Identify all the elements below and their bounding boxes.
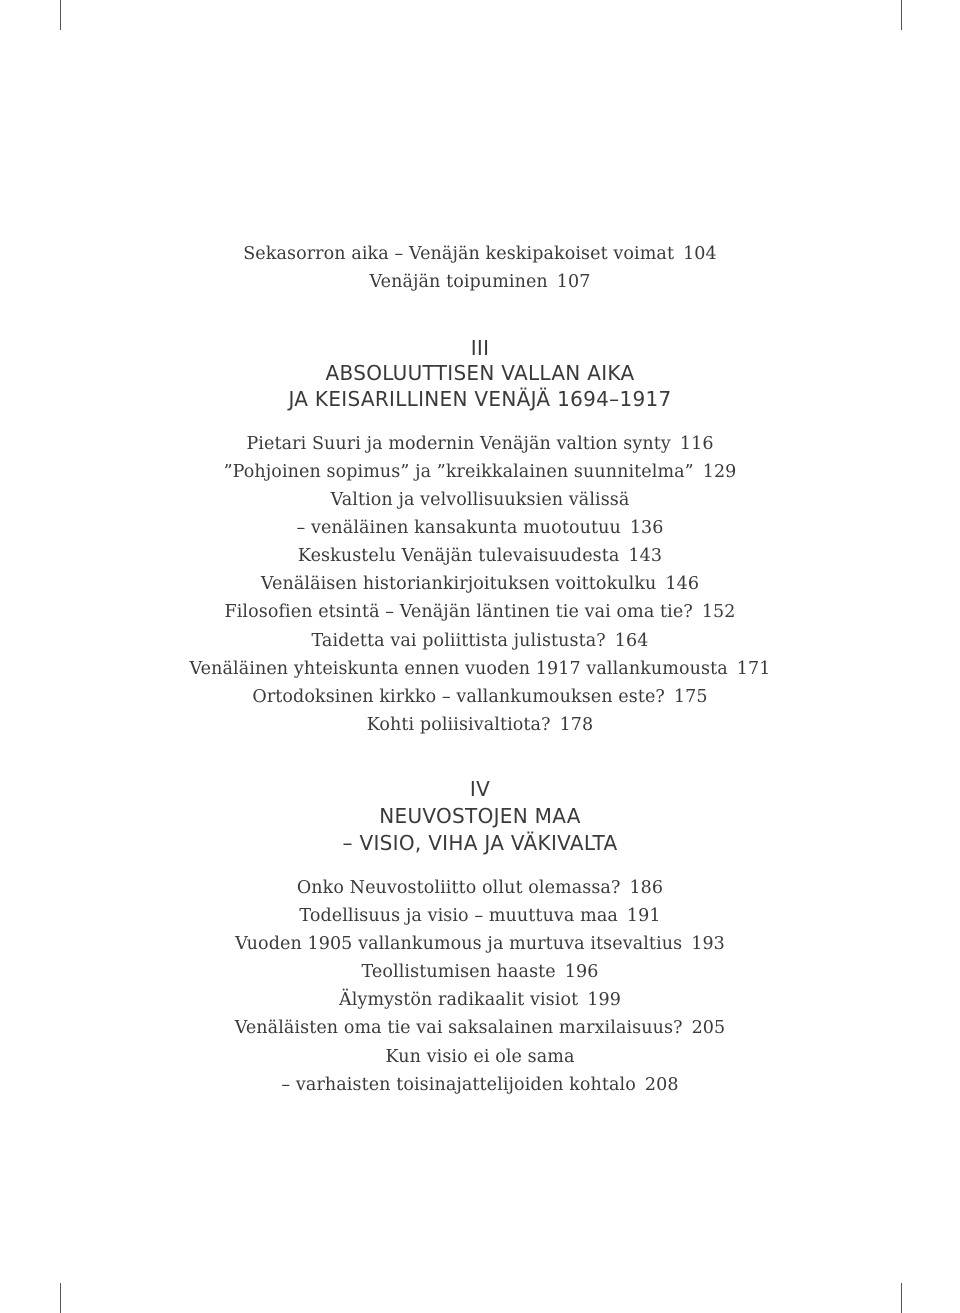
entry-title: Venäläinen yhteiskunta ennen vuoden 1917 vallankumousta bbox=[189, 659, 728, 679]
toc-entry bbox=[0, 658, 960, 680]
toc-entry bbox=[0, 686, 960, 708]
toc-entry bbox=[0, 573, 960, 595]
entry-page: 129 bbox=[702, 462, 737, 482]
entry-title: ”Pohjoinen sopimus” ja ”kreikkalainen suunnitelma” bbox=[223, 462, 694, 482]
toc-entry bbox=[0, 1046, 960, 1068]
entry-title: Pietari Suuri ja modernin Venäjän valtion synty bbox=[246, 434, 671, 454]
entry-page: 199 bbox=[587, 990, 621, 1010]
toc-entry bbox=[0, 433, 960, 455]
entry-page: 146 bbox=[665, 574, 700, 594]
entry-title: Teollistumisen haaste bbox=[361, 962, 556, 982]
entry-page: 164 bbox=[614, 631, 649, 651]
entry-title: Venäläisen historiankirjoituksen voittokulku bbox=[260, 574, 657, 594]
entry-page: 107 bbox=[556, 272, 591, 292]
part-title: – VISIO, VIHA JA VÄKIVALTA bbox=[342, 831, 618, 855]
toc-entry bbox=[0, 961, 960, 983]
crop-mark-bottom-left bbox=[60, 1283, 61, 1313]
part-numeral: III bbox=[470, 336, 490, 360]
toc-entry bbox=[0, 1074, 960, 1096]
toc-entry bbox=[0, 601, 960, 623]
toc-entry bbox=[0, 989, 960, 1011]
entry-page: 136 bbox=[629, 518, 664, 538]
entry-title: – varhaisten toisinajattelijoiden kohtalo bbox=[281, 1075, 636, 1095]
toc-entry bbox=[0, 1017, 960, 1039]
entry-title: Kohti poliisivaltiota? bbox=[366, 715, 551, 735]
entry-title: Sekasorron aika – Venäjän keskipakoiset voimat bbox=[243, 244, 675, 264]
part-title: JA KEISARILLINEN VENÄJÄ 1694–1917 bbox=[288, 387, 672, 411]
part-title: ABSOLUUTTISEN VALLAN AIKA bbox=[325, 361, 635, 385]
entry-page: 175 bbox=[673, 687, 708, 707]
entry-page: 193 bbox=[691, 934, 725, 954]
entry-title: Venäläisten oma tie vai saksalainen marxilaisuus? bbox=[234, 1018, 683, 1038]
entry-title: – venäläinen kansakunta muotoutuu bbox=[296, 518, 621, 538]
entry-page: 186 bbox=[629, 878, 664, 898]
toc-entry bbox=[0, 630, 960, 652]
crop-mark-top-left bbox=[60, 0, 61, 30]
entry-title: Venäjän toipuminen bbox=[369, 272, 548, 292]
entry-page: 191 bbox=[626, 906, 661, 926]
toc-entry bbox=[0, 517, 960, 539]
entry-page: 205 bbox=[691, 1018, 726, 1038]
entry-title: Filosofien etsintä – Venäjän läntinen tie vai oma tie? bbox=[224, 602, 693, 622]
entry-title: Valtion ja velvollisuuksien välissä bbox=[330, 490, 630, 510]
entry-title: Onko Neuvostoliitto ollut olemassa? bbox=[296, 878, 621, 898]
entry-page: 171 bbox=[736, 659, 771, 679]
crop-mark-top-right bbox=[901, 0, 902, 30]
toc-entry bbox=[0, 489, 960, 511]
entry-title: Taidetta vai poliittista julistusta? bbox=[311, 631, 606, 651]
entry-title: Ortodoksinen kirkko – vallankumouksen este? bbox=[252, 687, 665, 707]
crop-mark-bottom-right bbox=[901, 1283, 902, 1313]
entry-title: Keskustelu Venäjän tulevaisuudesta bbox=[297, 546, 620, 566]
toc-entry bbox=[0, 461, 960, 483]
toc-entry bbox=[0, 877, 960, 899]
entry-page: 104 bbox=[683, 244, 717, 264]
toc-entry bbox=[0, 714, 960, 736]
entry-title: Kun visio ei ole sama bbox=[385, 1047, 575, 1067]
toc-entry bbox=[0, 545, 960, 567]
entry-title: Vuoden 1905 vallankumous ja murtuva itsevaltius bbox=[235, 934, 683, 954]
entry-title: Älymystön radikaalit visiot bbox=[339, 990, 579, 1010]
part-numeral: IV bbox=[469, 777, 491, 801]
part-title: NEUVOSTOJEN MAA bbox=[379, 804, 581, 828]
toc-entry bbox=[0, 933, 960, 955]
entry-title: Todellisuus ja visio – muuttuva maa bbox=[299, 906, 618, 926]
toc-entry bbox=[0, 905, 960, 927]
entry-page: 196 bbox=[564, 962, 599, 982]
entry-page: 143 bbox=[628, 546, 663, 566]
toc-entry bbox=[0, 271, 960, 293]
entry-page: 116 bbox=[679, 434, 714, 454]
toc-entry bbox=[0, 243, 960, 265]
entry-page: 208 bbox=[644, 1075, 679, 1095]
entry-page: 178 bbox=[559, 715, 594, 735]
entry-page: 152 bbox=[701, 602, 736, 622]
